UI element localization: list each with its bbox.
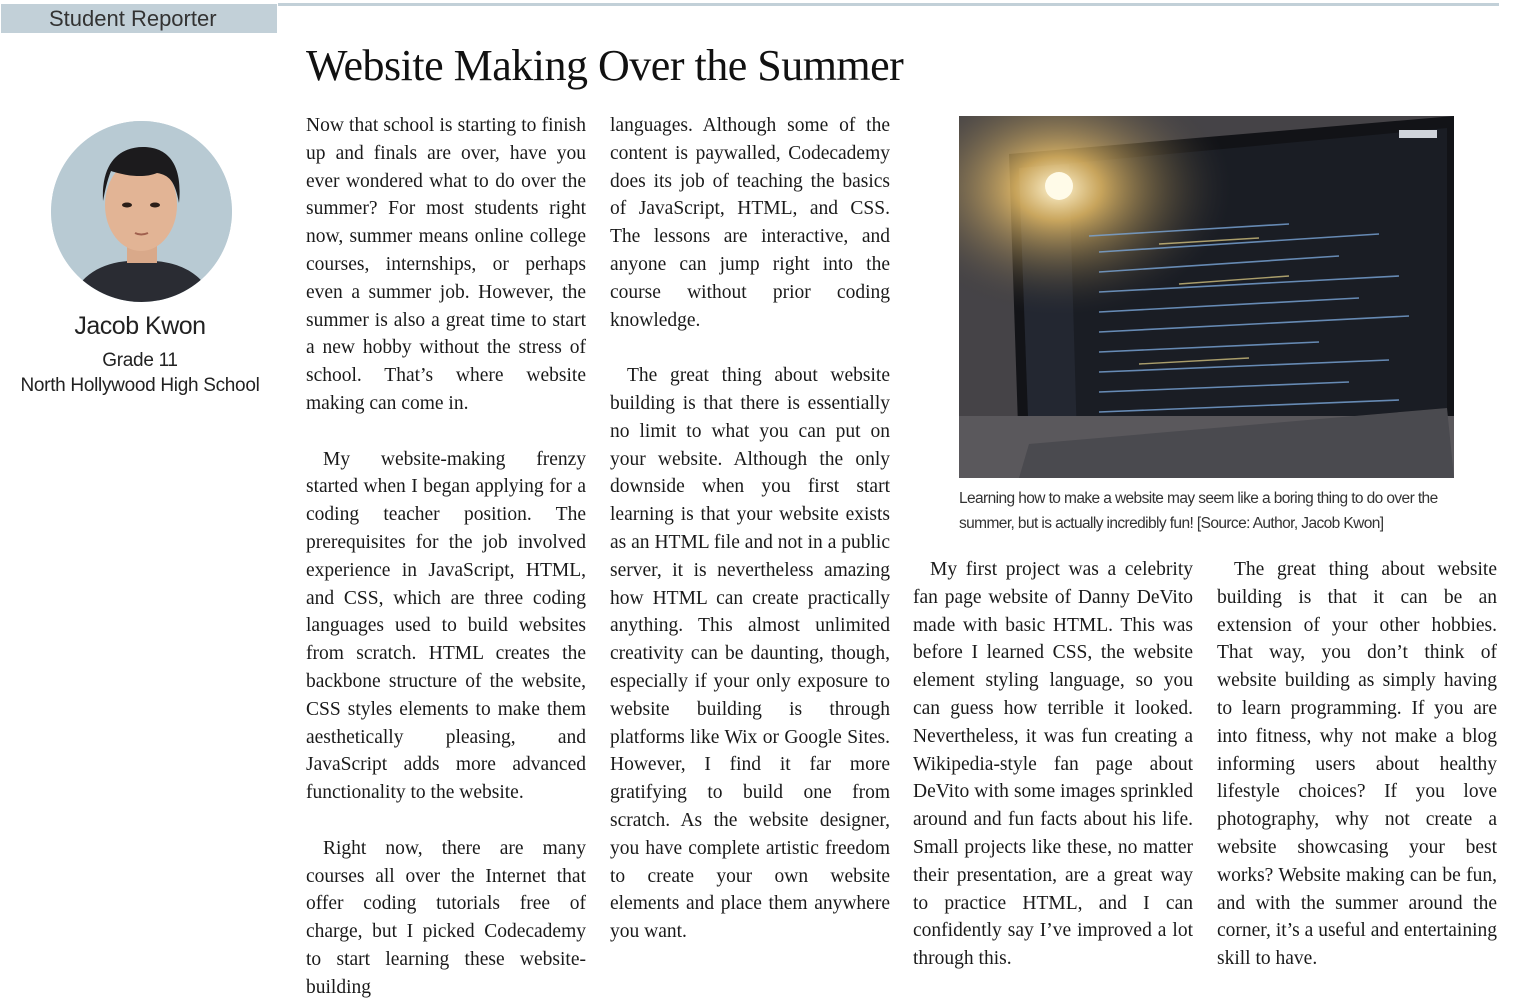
author-avatar: [51, 121, 232, 302]
paragraph: Now that school is starting to finish up and finals are over, have you ever wondered what to do over the summer? For most students right now, summer means online college courses, internships, or perhaps even a summer job. However, the summer is also a great time to start a new hobby without the stress of school. That’s where website making can come in.: [306, 115, 586, 414]
article-column-2: [610, 112, 890, 946]
article-photo: [959, 116, 1454, 478]
section-rule: [278, 3, 1499, 6]
article-column-1: [306, 112, 586, 1002]
paragraph: languages. Although some of the content is paywalled, Codecademy does its job of teaching the basics of JavaScript, HTML, and CSS. The lessons are interactive, and anyone can jump right into the course without prior coding knowledge.: [610, 115, 890, 331]
author-school: North Hollywood High School: [20, 375, 260, 396]
article-column-4: [1217, 556, 1497, 973]
paragraph: The great thing about website building is that it can be an extension of your other hobbies. That way, you don’t think of website building as simply having to learn programming. If you are into fitness, why not make a blog informing users about healthy lifestyle choices? If you love photography, why not create a website showcasing your best works? Website making can be fun, and with the summer around the corner, it’s a useful and entertaining skill to have.: [1217, 559, 1497, 970]
article-column-3: [913, 556, 1193, 973]
author-name: Jacob Kwon: [74, 312, 206, 340]
section-label: Student Reporter: [49, 6, 217, 31]
paragraph: My website-making frenzy started when I began applying for a coding teacher position. The prerequisites for the job involved experience in JavaScript, HTML, and CSS, which are three coding languages used to build websites from scratch. HTML creates the backbone structure of the website, CSS styles elements to make them aesthetically pleasing, and JavaScript adds more advanced functionality to the website.: [306, 448, 586, 804]
photo-caption: Learning how to make a website may seem like a boring thing to do over the summer, but is actually incredibly fun! [Source: Author, Jacob Kwon]: [959, 490, 1438, 532]
paragraph: The great thing about website building is that there is essentially no limit to what you can put on your website. Although the only downside when you first start learning is that your website exists as an HTML file and not in a public server, it is nevertheless amazing how HTML can create practically anything. This almost unlimited creativity can be daunting, though, especially if your only exposure to website building is through platforms like Wix or Google Sites. However, I find it far more gratifying to build one from scratch. As the website designer, you have complete artistic freedom to create your own website elements and place them anywhere you want.: [610, 365, 890, 943]
section-tab: [1, 4, 277, 33]
laptop-screen-photo-icon: [959, 116, 1454, 478]
author-portrait-icon: [51, 121, 232, 302]
article-headline: Website Making Over the Summer: [306, 41, 904, 90]
author-grade: Grade 11: [102, 350, 178, 371]
paragraph: Right now, there are many courses all over the Internet that offer coding tutorials free of charge, but I picked Codecademy to start learning these website-building: [306, 837, 586, 998]
paragraph: My first project was a celebrity fan page website of Danny DeVito made with basic HTML. This was before I learned CSS, the website element styling language, so you can guess how terrible it looked. Nevertheless, it was fun creating a Wikipedia-style fan page about DeVito with some images sprinkled around and fun facts about his life. Small projects like these, no matter their presentation, are a great way to practice HTML, and I can confidently say I’ve improved a lot through this.: [913, 559, 1193, 970]
